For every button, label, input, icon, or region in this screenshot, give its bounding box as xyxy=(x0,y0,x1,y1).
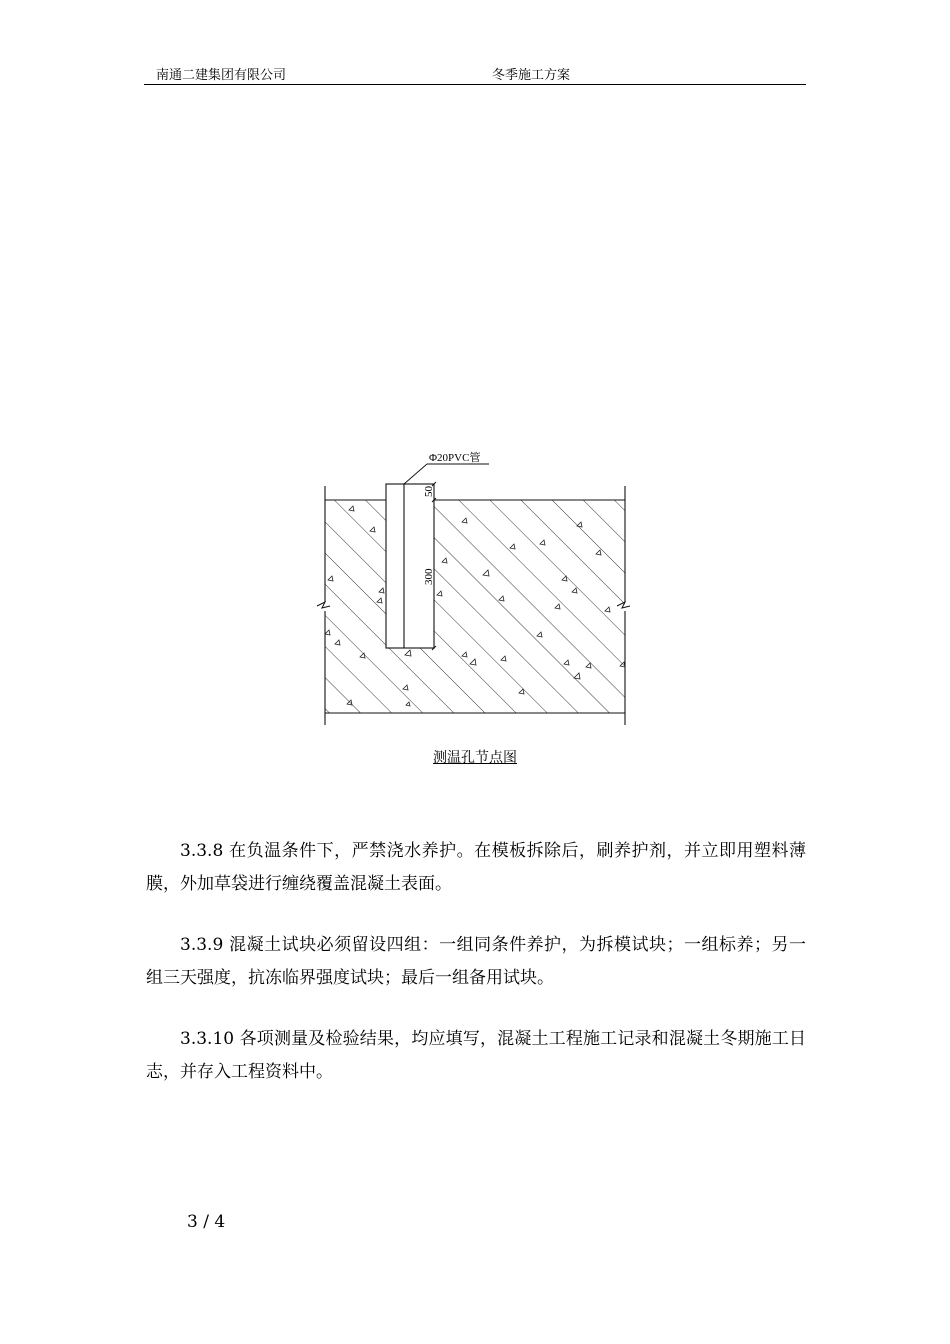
detail-drawing xyxy=(305,440,645,730)
paragraph-3-3-10: 3.3.10 各项测量及检验结果，均应填写，混凝土工程施工记录和混凝土冬期施工日志，并存入工程资料中。 xyxy=(146,1029,806,1082)
figure-caption: 测温孔节点图 xyxy=(433,750,517,766)
paragraph-3-3-8: 3.3.8 在负温条件下，严禁浇水养护。在模板拆除后，刷养护剂，并立即用塑料薄膜，外加草袋进行缠绕覆盖混凝土表面。 xyxy=(146,841,806,894)
header-company: 南通二建集团有限公司 xyxy=(156,68,287,83)
dimension-300: 300 xyxy=(423,568,435,585)
temperature-hole-detail-figure xyxy=(305,440,645,730)
concrete-hatch xyxy=(325,500,625,713)
dimension-50: 50 xyxy=(423,486,435,497)
paragraph-3-3-9: 3.3.9 混凝土试块必须留设四组：一组同条件养护，为拆模试块；一组标养；另一组三天强度，抗冻临界强度试块；最后一组备用试块。 xyxy=(146,935,806,988)
pvc-label: Φ20PVC管 xyxy=(429,452,481,464)
page-number: 3 / 4 xyxy=(187,1212,226,1232)
page-header xyxy=(144,62,806,85)
header-doc-title: 冬季施工方案 xyxy=(492,68,571,83)
pvc-leader-line xyxy=(404,464,489,484)
